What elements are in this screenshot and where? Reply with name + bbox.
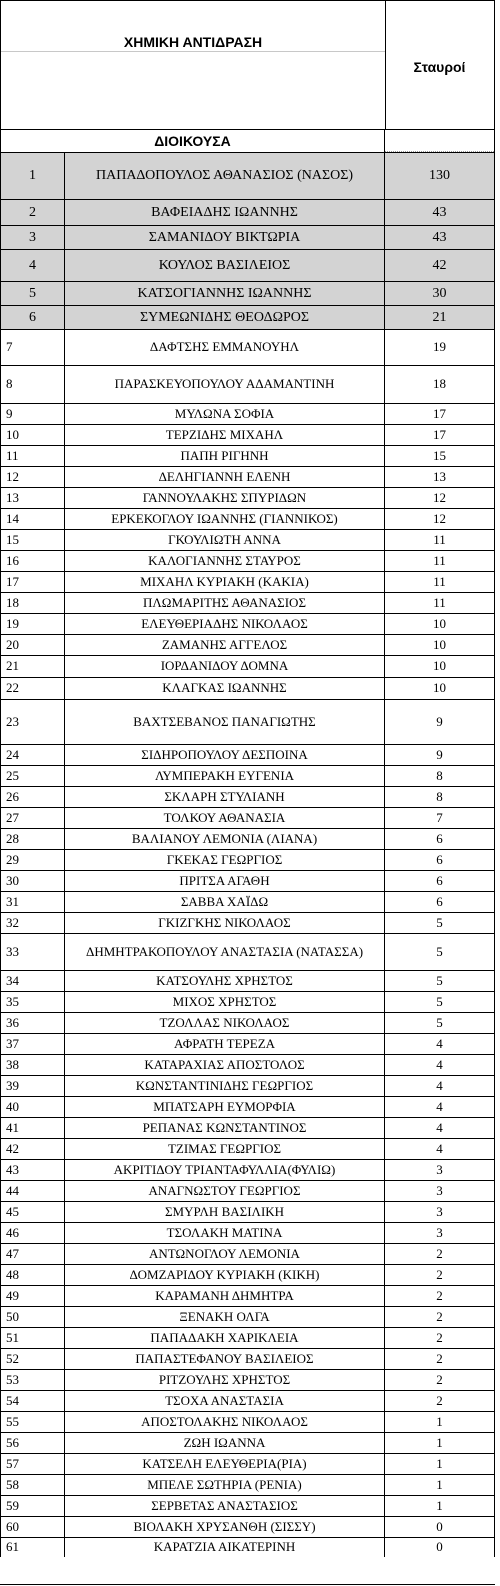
vote-count: 11 xyxy=(433,552,446,568)
row-number: 58 xyxy=(1,1475,65,1495)
table-row xyxy=(0,765,495,786)
candidate-name: ΔΟΜΖΑΡΙΔΟΥ ΚΥΡΙΑΚΗ (ΚΙΚΗ) xyxy=(65,1265,385,1285)
table-row xyxy=(0,1306,495,1327)
vote-count: 1 xyxy=(436,1455,443,1471)
table-row xyxy=(0,1285,495,1306)
vote-count: 13 xyxy=(433,468,446,484)
table-row xyxy=(0,1243,495,1264)
table-row xyxy=(0,744,495,765)
table-row xyxy=(0,1390,495,1411)
candidate-name: ΖΩΗ ΙΩΑΝΝΑ xyxy=(65,1433,385,1453)
section-row xyxy=(0,130,495,152)
table-row xyxy=(0,1117,495,1138)
table-row xyxy=(0,1411,495,1432)
vote-count: 2 xyxy=(436,1308,443,1324)
row-number: 56 xyxy=(1,1433,65,1453)
table-row xyxy=(0,571,495,592)
vote-count: 11 xyxy=(433,531,446,547)
vote-count: 4 xyxy=(436,1035,443,1051)
row-number: 13 xyxy=(1,488,65,508)
candidate-name: ΡΙΤΖΟΥΛΗΣ ΧΡΗΣΤΟΣ xyxy=(65,1370,385,1390)
candidate-name: ΚΑΤΣΟΥΛΗΣ ΧΡΗΣΤΟΣ xyxy=(65,971,385,991)
votes-column-title: Σταυροί xyxy=(413,59,466,75)
candidate-name: ΣΜΥΡΛΗ ΒΑΣΙΛΙΚΗ xyxy=(65,1202,385,1222)
candidate-name: ΒΙΟΛΑΚΗ ΧΡΥΣΑΝΘΗ (ΣΙΣΣΥ) xyxy=(65,1517,385,1537)
vote-count: 5 xyxy=(436,993,443,1009)
row-number: 36 xyxy=(1,1013,65,1033)
candidate-name: ΚΛΑΓΚΑΣ ΙΩΑΝΝΗΣ xyxy=(65,678,385,699)
row-number: 46 xyxy=(1,1223,65,1243)
row-number: 22 xyxy=(1,678,65,699)
candidate-name: ΠΛΩΜΑΡΙΤΗΣ ΑΘΑΝΑΣΙΟΣ xyxy=(65,593,385,613)
table-row xyxy=(0,592,495,613)
table-row xyxy=(0,1054,495,1075)
candidate-name: ΖΑΜΑΝΗΣ ΑΓΓΕΛΟΣ xyxy=(65,635,385,655)
candidate-name: ΓΚΙΖΓΚΗΣ ΝΙΚΟΛΑΟΣ xyxy=(65,913,385,933)
table-row xyxy=(0,281,495,305)
row-number: 40 xyxy=(1,1097,65,1117)
row-number: 45 xyxy=(1,1202,65,1222)
vote-count: 3 xyxy=(436,1203,443,1219)
candidate-name: ΤΖΙΜΑΣ ΓΕΩΡΓΙΟΣ xyxy=(65,1139,385,1159)
candidate-name: ΚΑΛΟΓΙΑΝΝΗΣ ΣΤΑΥΡΟΣ xyxy=(65,551,385,571)
row-number: 57 xyxy=(1,1454,65,1474)
row-number: 8 xyxy=(1,366,65,403)
table-row xyxy=(0,786,495,807)
vote-count: 11 xyxy=(433,573,446,589)
table-row xyxy=(0,828,495,849)
vote-count: 6 xyxy=(436,893,443,909)
table-row xyxy=(0,634,495,655)
vote-count: 5 xyxy=(436,914,443,930)
row-number: 28 xyxy=(1,829,65,849)
vote-count: 2 xyxy=(436,1392,443,1408)
vote-count: 43 xyxy=(432,229,447,245)
table-row xyxy=(0,970,495,991)
vote-count: 17 xyxy=(433,405,446,421)
row-number: 11 xyxy=(1,446,65,466)
vote-count: 2 xyxy=(436,1350,443,1366)
vote-count: 5 xyxy=(436,1014,443,1030)
vote-count: 30 xyxy=(432,285,447,301)
row-number: 35 xyxy=(1,992,65,1012)
row-number: 5 xyxy=(1,282,65,305)
row-number: 9 xyxy=(1,404,65,424)
vote-count: 6 xyxy=(436,872,443,888)
row-number: 37 xyxy=(1,1034,65,1054)
candidate-name: ΠΡΙΤΣΑ ΑΓΑΘΗ xyxy=(65,871,385,891)
table-row xyxy=(0,677,495,699)
row-number: 50 xyxy=(1,1307,65,1327)
table-row xyxy=(0,1432,495,1453)
table-row xyxy=(0,466,495,487)
row-number: 1 xyxy=(1,153,65,199)
row-number: 23 xyxy=(1,700,65,744)
row-number: 53 xyxy=(1,1370,65,1390)
candidate-name: ΚΑΡΑΜΑΝΗ ΔΗΜΗΤΡΑ xyxy=(65,1286,385,1306)
vote-count: 9 xyxy=(436,746,443,762)
vote-count: 6 xyxy=(436,851,443,867)
vote-count: 2 xyxy=(436,1245,443,1261)
candidate-name: ΚΑΤΣΕΛΗ ΕΛΕΥΘΕΡΙΑ(ΡΙΑ) xyxy=(65,1454,385,1474)
candidate-name: ΣΙΔΗΡΟΠΟΥΛΟΥ ΔΕΣΠΟΙΝΑ xyxy=(65,745,385,765)
table-row xyxy=(0,933,495,970)
table-row xyxy=(0,991,495,1012)
row-number: 26 xyxy=(1,787,65,807)
table-row xyxy=(0,1033,495,1054)
row-number: 33 xyxy=(1,934,65,970)
vote-count: 2 xyxy=(436,1266,443,1282)
candidate-name: ΤΟΛΚΟΥ ΑΘΑΝΑΣΙΑ xyxy=(65,808,385,828)
candidate-name: ΤΣΟΧΑ ΑΝΑΣΤΑΣΙΑ xyxy=(65,1391,385,1411)
candidate-name: ΚΑΤΣΟΓΙΑΝΝΗΣ ΙΩΑΝΝΗΣ xyxy=(65,282,385,305)
table-row xyxy=(0,445,495,466)
candidate-name: ΠΑΠΗ ΡΙΓΗΝΗ xyxy=(65,446,385,466)
table-row xyxy=(0,1201,495,1222)
row-number: 34 xyxy=(1,971,65,991)
candidate-name: ΕΡΚΕΚΟΓΛΟΥ ΙΩΑΝΝΗΣ (ΓΙΑΝΝΙΚΟΣ) xyxy=(65,509,385,529)
vote-count: 9 xyxy=(436,713,443,729)
vote-count: 2 xyxy=(436,1371,443,1387)
candidate-name: ΚΩΝΣΤΑΝΤΙΝΙΔΗΣ ΓΕΩΡΓΙΟΣ xyxy=(65,1076,385,1096)
vote-count: 4 xyxy=(436,1098,443,1114)
candidate-name: ΡΕΠΑΝΑΣ ΚΩΝΣΤΑΝΤΙΝΟΣ xyxy=(65,1118,385,1138)
candidate-name: ΑΝΤΩΝΟΓΛΟΥ ΛΕΜΟΝΙΑ xyxy=(65,1244,385,1264)
table-row xyxy=(0,305,495,329)
candidate-name: ΣΥΜΕΩΝΙΔΗΣ ΘΕΟΔΩΡΟΣ xyxy=(65,306,385,329)
vote-count: 18 xyxy=(433,376,446,392)
table-row xyxy=(0,487,495,508)
vote-count: 4 xyxy=(436,1056,443,1072)
candidate-name: ΜΠΕΛΕ ΣΩΤΗΡΙΑ (ΡΕΝΙΑ) xyxy=(65,1475,385,1495)
table-row xyxy=(0,329,495,365)
row-number: 32 xyxy=(1,913,65,933)
vote-count: 4 xyxy=(436,1140,443,1156)
row-number: 48 xyxy=(1,1265,65,1285)
vote-count: 3 xyxy=(436,1224,443,1240)
vote-count: 4 xyxy=(436,1119,443,1135)
vote-count: 2 xyxy=(436,1287,443,1303)
table-row xyxy=(0,1012,495,1033)
table-row xyxy=(0,1348,495,1369)
table-row xyxy=(0,508,495,529)
candidate-name: ΓΚΕΚΑΣ ΓΕΩΡΓΙΟΣ xyxy=(65,850,385,870)
candidate-name: ΕΛΕΥΘΕΡΙΑΔΗΣ ΝΙΚΟΛΑΟΣ xyxy=(65,614,385,634)
candidate-name: ΑΚΡΙΤΙΔΟΥ ΤΡΙΑΝΤΑΦΥΛΛΙΑ(ΦΥΛΙΩ) xyxy=(65,1160,385,1180)
title-cell xyxy=(1,1,386,129)
table-row xyxy=(0,550,495,571)
candidate-name: ΠΑΠΑΣΤΕΦΑΝΟΥ ΒΑΣΙΛΕΙΟΣ xyxy=(65,1349,385,1369)
row-number: 15 xyxy=(1,530,65,550)
votes-header-cell xyxy=(385,1,494,129)
row-number: 21 xyxy=(1,656,65,677)
table-title: ΧΗΜΙΚΗ ΑΝΤΙΔΡΑΣΗ xyxy=(123,34,263,50)
row-number: 39 xyxy=(1,1076,65,1096)
row-number: 51 xyxy=(1,1328,65,1348)
vote-count: 10 xyxy=(433,615,446,631)
row-number: 31 xyxy=(1,892,65,912)
vote-count: 8 xyxy=(436,788,443,804)
vote-count: 10 xyxy=(433,680,446,696)
table-row xyxy=(0,870,495,891)
row-number: 20 xyxy=(1,635,65,655)
candidate-name: ΣΑΜΑΝΙΔΟΥ ΒΙΚΤΩΡΙΑ xyxy=(65,226,385,249)
row-number: 14 xyxy=(1,509,65,529)
vote-count: 5 xyxy=(436,943,443,959)
title-separator xyxy=(1,51,385,52)
table-row xyxy=(0,613,495,634)
candidate-name: ΜΠΑΤΣΑΡΗ ΕΥΜΟΡΦΙΑ xyxy=(65,1097,385,1117)
row-number: 41 xyxy=(1,1118,65,1138)
row-number: 27 xyxy=(1,808,65,828)
vote-count: 130 xyxy=(429,168,450,184)
table-row xyxy=(0,365,495,403)
section-blank-cell xyxy=(385,130,494,152)
candidate-name: ΣΑΒΒΑ ΧΑΪΔΩ xyxy=(65,892,385,912)
row-number: 43 xyxy=(1,1160,65,1180)
candidate-name: ΠΑΡΑΣΚΕΥΟΠΟΥΛΟΥ ΑΔΑΜΑΝΤΙΝΗ xyxy=(65,366,385,403)
table-row xyxy=(0,849,495,870)
table-row xyxy=(0,912,495,933)
table-row xyxy=(0,1180,495,1201)
row-number: 10 xyxy=(1,425,65,445)
section-label: ΔΙΟΙΚΟΥΣΑ xyxy=(1,130,385,152)
table-row xyxy=(0,1138,495,1159)
table-row xyxy=(0,199,495,225)
row-number: 6 xyxy=(1,306,65,329)
candidate-name: ΣΕΡΒΕΤΑΣ ΑΝΑΣΤΑΣΙΟΣ xyxy=(65,1496,385,1516)
candidate-name: ΞΕΝΑΚΗ ΟΛΓΑ xyxy=(65,1307,385,1327)
table-row xyxy=(0,807,495,828)
row-number: 52 xyxy=(1,1349,65,1369)
candidate-name: ΠΑΠΑΔΟΠΟΥΛΟΣ ΑΘΑΝΑΣΙΟΣ (ΝΑΣΟΣ) xyxy=(65,153,385,199)
vote-count: 1 xyxy=(436,1434,443,1450)
table-bottom-border xyxy=(0,1584,495,1585)
vote-count: 2 xyxy=(436,1329,443,1345)
row-number: 7 xyxy=(1,330,65,365)
candidate-name: ΓΚΟΥΛΙΩΤΗ ΑΝΝΑ xyxy=(65,530,385,550)
table-row xyxy=(0,403,495,424)
candidate-name: ΙΟΡΔΑΝΙΔΟΥ ΔΟΜΝΑ xyxy=(65,656,385,677)
candidate-name: ΑΦΡΑΤΗ ΤΕΡΕΖΑ xyxy=(65,1034,385,1054)
vote-count: 21 xyxy=(432,309,447,325)
table-row xyxy=(0,1327,495,1348)
candidate-name: ΒΑΧΤΣΕΒΑΝΟΣ ΠΑΝΑΓΙΩΤΗΣ xyxy=(65,700,385,744)
table-header xyxy=(0,0,495,130)
candidate-name: ΒΑΛΙΑΝΟΥ ΛΕΜΟΝΙΑ (ΛΙΑΝΑ) xyxy=(65,829,385,849)
vote-count: 19 xyxy=(433,339,446,355)
vote-count: 10 xyxy=(433,636,446,652)
row-number: 12 xyxy=(1,467,65,487)
table-row xyxy=(0,1264,495,1285)
table-row xyxy=(0,529,495,550)
table-row xyxy=(0,249,495,281)
row-number: 61 xyxy=(1,1538,65,1557)
table-row xyxy=(0,424,495,445)
row-number: 47 xyxy=(1,1244,65,1264)
candidate-name: ΜΙΧΑΗΛ ΚΥΡΙΑΚΗ (ΚΑΚΙΑ) xyxy=(65,572,385,592)
vote-count: 12 xyxy=(433,510,446,526)
candidate-name: ΑΠΟΣΤΟΛΑΚΗΣ ΝΙΚΟΛΑΟΣ xyxy=(65,1412,385,1432)
vote-count: 1 xyxy=(436,1476,443,1492)
candidate-name: ΔΑΦΤΣΗΣ ΕΜΜΑΝΟΥΗΛ xyxy=(65,330,385,365)
row-number: 38 xyxy=(1,1055,65,1075)
vote-count: 0 xyxy=(436,1518,443,1534)
candidate-name: ΚΟΥΛΟΣ ΒΑΣΙΛΕΙΟΣ xyxy=(65,250,385,281)
candidate-name: ΔΗΜΗΤΡΑΚΟΠΟΥΛΟΥ ΑΝΑΣΤΑΣΙΑ (ΝΑΤΑΣΣΑ) xyxy=(65,934,385,970)
table-row xyxy=(0,1096,495,1117)
vote-count: 12 xyxy=(433,489,446,505)
candidate-name: ΤΕΡΖΙΔΗΣ ΜΙΧΑΗΛ xyxy=(65,425,385,445)
candidate-name: ΠΑΠΑΔΑΚΗ ΧΑΡΙΚΛΕΙΑ xyxy=(65,1328,385,1348)
table-row xyxy=(0,891,495,912)
vote-count: 8 xyxy=(436,767,443,783)
vote-count: 3 xyxy=(436,1182,443,1198)
row-number: 4 xyxy=(1,250,65,281)
row-number: 17 xyxy=(1,572,65,592)
row-number: 59 xyxy=(1,1496,65,1516)
candidate-name: ΔΕΛΗΓΙΑΝΝΗ ΕΛΕΝΗ xyxy=(65,467,385,487)
vote-count: 11 xyxy=(433,594,446,610)
candidate-name: ΛΥΜΠΕΡΑΚΗ ΕΥΓΕΝΙΑ xyxy=(65,766,385,786)
vote-count: 15 xyxy=(433,447,446,463)
candidate-name: ΑΝΑΓΝΩΣΤΟΥ ΓΕΩΡΓΙΟΣ xyxy=(65,1181,385,1201)
vote-count: 17 xyxy=(433,426,446,442)
vote-count: 10 xyxy=(433,658,446,674)
row-number: 29 xyxy=(1,850,65,870)
candidate-name: ΤΣΟΛΑΚΗ ΜΑΤΙΝΑ xyxy=(65,1223,385,1243)
table-row xyxy=(0,1159,495,1180)
table-row xyxy=(0,1495,495,1516)
candidate-name: ΚΑΡΑΤΖΙΑ ΑΙΚΑΤΕΡΙΝΗ xyxy=(65,1538,385,1557)
table-row xyxy=(0,1516,495,1537)
candidate-name: ΜΥΛΩΝΑ ΣΟΦΙΑ xyxy=(65,404,385,424)
table-row xyxy=(0,1369,495,1390)
candidate-name: ΓΑΝΝΟΥΛΑΚΗΣ ΣΠΥΡΙΔΩΝ xyxy=(65,488,385,508)
row-number: 49 xyxy=(1,1286,65,1306)
table-row xyxy=(0,1453,495,1474)
vote-count: 7 xyxy=(436,809,443,825)
row-number: 54 xyxy=(1,1391,65,1411)
vote-count: 5 xyxy=(436,972,443,988)
candidate-name: ΜΙΧΟΣ ΧΡΗΣΤΟΣ xyxy=(65,992,385,1012)
candidate-name: ΣΚΛΑΡΗ ΣΤΥΛΙΑΝΗ xyxy=(65,787,385,807)
row-number: 2 xyxy=(1,200,65,225)
table-row xyxy=(0,699,495,744)
row-number: 24 xyxy=(1,745,65,765)
vote-count: 6 xyxy=(436,830,443,846)
row-number: 18 xyxy=(1,593,65,613)
row-number: 55 xyxy=(1,1412,65,1432)
vote-count: 42 xyxy=(432,257,447,273)
row-number: 42 xyxy=(1,1139,65,1159)
table-row xyxy=(0,152,495,199)
vote-count: 43 xyxy=(432,204,447,220)
vote-count: 4 xyxy=(436,1077,443,1093)
candidate-name: ΤΖΟΛΛΑΣ ΝΙΚΟΛΑΟΣ xyxy=(65,1013,385,1033)
row-number: 30 xyxy=(1,871,65,891)
table-row xyxy=(0,225,495,249)
vote-count: 1 xyxy=(436,1497,443,1513)
row-number: 16 xyxy=(1,551,65,571)
candidate-name: ΒΑΦΕΙΑΔΗΣ ΙΩΑΝΝΗΣ xyxy=(65,200,385,225)
table-row xyxy=(0,1537,495,1557)
vote-count: 0 xyxy=(436,1539,443,1555)
table-row xyxy=(0,1474,495,1495)
row-number: 60 xyxy=(1,1517,65,1537)
vote-count: 1 xyxy=(436,1413,443,1429)
candidate-name: ΚΑΤΑΡΑΧΙΑΣ ΑΠΟΣΤΟΛΟΣ xyxy=(65,1055,385,1075)
table-row xyxy=(0,1075,495,1096)
row-number: 19 xyxy=(1,614,65,634)
vote-count: 3 xyxy=(436,1161,443,1177)
row-number: 3 xyxy=(1,226,65,249)
table-row xyxy=(0,1222,495,1243)
row-number: 44 xyxy=(1,1181,65,1201)
table-row xyxy=(0,655,495,677)
row-number: 25 xyxy=(1,766,65,786)
